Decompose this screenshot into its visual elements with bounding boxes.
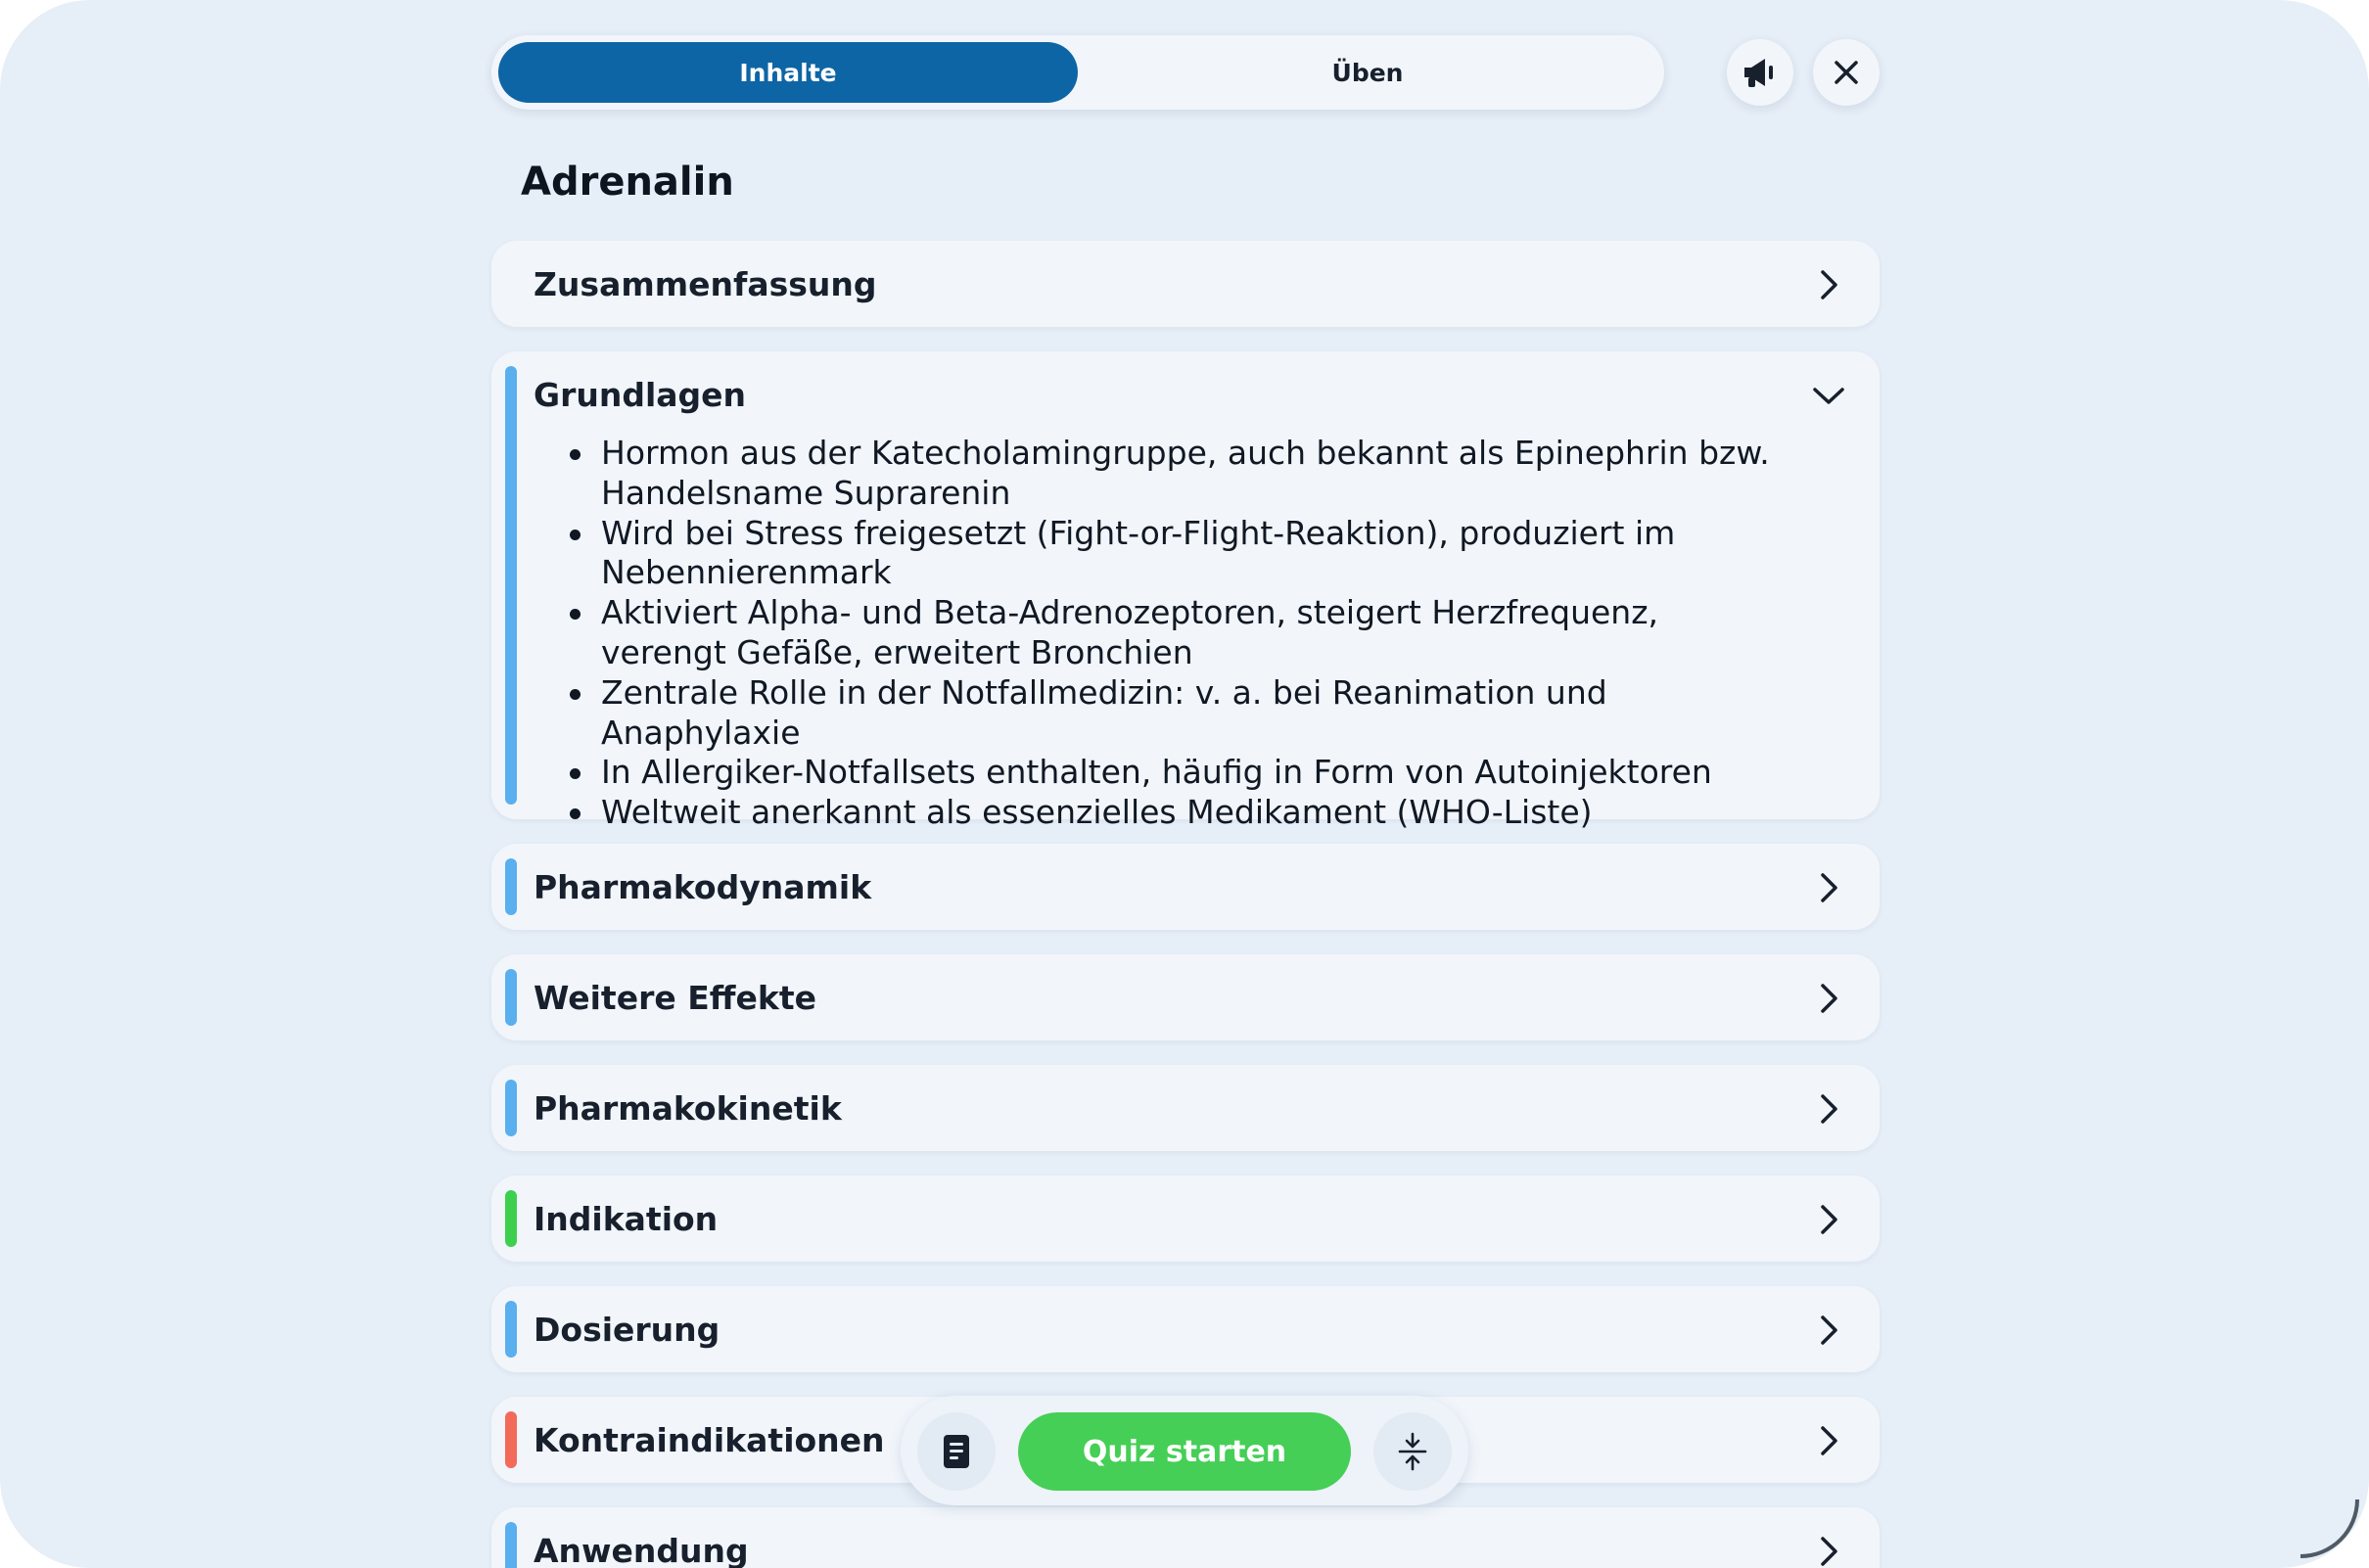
chevron-right-icon xyxy=(1811,1534,1846,1568)
segmented-control xyxy=(491,35,1664,110)
window-corner xyxy=(2300,1499,2359,1558)
collapse-all-button[interactable] xyxy=(1373,1412,1452,1491)
section-color-bar xyxy=(505,1301,517,1358)
section-label: Grundlagen xyxy=(534,376,747,414)
chevron-right-icon xyxy=(1811,1313,1846,1348)
megaphone-icon xyxy=(1742,56,1779,89)
list-item: In Allergiker-Notfallsets enthalten, häufig in Form von Autoinjektoren xyxy=(566,753,1782,793)
list-item: Aktiviert Alpha- und Beta-Adrenozeptoren, steigert Herzfrequenz, verengt Gefäße, erweitert Bronchien xyxy=(566,593,1782,673)
list-item: Zentrale Rolle in der Notfallmedizin: v. a. bei Reanimation und Anaphylaxie xyxy=(566,673,1782,754)
section-label: Pharmakodynamik xyxy=(534,868,872,906)
document-icon xyxy=(943,1434,970,1469)
list-item: Wird bei Stress freigesetzt (Fight-or-Flight-Reaktion), produziert im Nebennierenmark xyxy=(566,514,1782,594)
section-label: Kontraindikationen xyxy=(534,1421,885,1459)
bottom-toolbar xyxy=(901,1396,1468,1505)
close-icon xyxy=(1833,59,1860,86)
section-label: Indikation xyxy=(534,1200,719,1238)
section-grundlagen[interactable] xyxy=(491,351,1880,832)
close-button[interactable] xyxy=(1813,39,1880,106)
section-color-bar xyxy=(505,1080,517,1136)
section-label: Zusammenfassung xyxy=(534,265,877,303)
section-color-bar xyxy=(505,1522,517,1568)
tab-ueben[interactable]: Üben xyxy=(1331,58,1404,87)
collapse-icon xyxy=(1396,1432,1429,1471)
chevron-right-icon xyxy=(1811,1423,1846,1458)
section-dosierung[interactable] xyxy=(491,1286,1880,1372)
section-color-bar xyxy=(505,969,517,1026)
section-label: Pharmakokinetik xyxy=(534,1089,842,1128)
section-color-bar xyxy=(505,1190,517,1247)
section-pharmakokinetik[interactable] xyxy=(491,1065,1880,1151)
page-title: Adrenalin xyxy=(521,160,734,205)
section-label: Weitere Effekte xyxy=(534,979,816,1017)
section-pharmakodynamik[interactable] xyxy=(491,844,1880,930)
announce-button[interactable] xyxy=(1727,39,1793,106)
section-zusammenfassung[interactable] xyxy=(491,241,1880,327)
chevron-right-icon xyxy=(1811,981,1846,1016)
chevron-right-icon xyxy=(1811,1091,1846,1127)
section-weitere-effekte[interactable] xyxy=(491,954,1880,1040)
bullet-list xyxy=(566,434,1782,833)
quiz-start-button[interactable]: Quiz starten xyxy=(1018,1412,1351,1491)
section-color-bar xyxy=(505,858,517,915)
chevron-down-icon xyxy=(1811,378,1846,413)
tab-inhalte[interactable]: Inhalte xyxy=(498,42,1078,103)
list-item: Weltweit anerkannt als essenzielles Medikament (WHO-Liste) xyxy=(566,793,1782,833)
section-indikation[interactable] xyxy=(491,1176,1880,1262)
chevron-right-icon xyxy=(1811,870,1846,905)
section-label: Dosierung xyxy=(534,1311,720,1349)
section-color-bar xyxy=(505,366,517,805)
chevron-right-icon xyxy=(1811,267,1846,302)
section-label: Anwendung xyxy=(534,1532,749,1568)
section-color-bar xyxy=(505,1411,517,1468)
list-item: Hormon aus der Katecholamingruppe, auch bekannt als Epinephrin bzw. Handelsname Suprarenin xyxy=(566,434,1782,514)
notes-button[interactable] xyxy=(917,1412,996,1491)
section-anwendung[interactable] xyxy=(491,1507,1880,1568)
chevron-right-icon xyxy=(1811,1202,1846,1237)
